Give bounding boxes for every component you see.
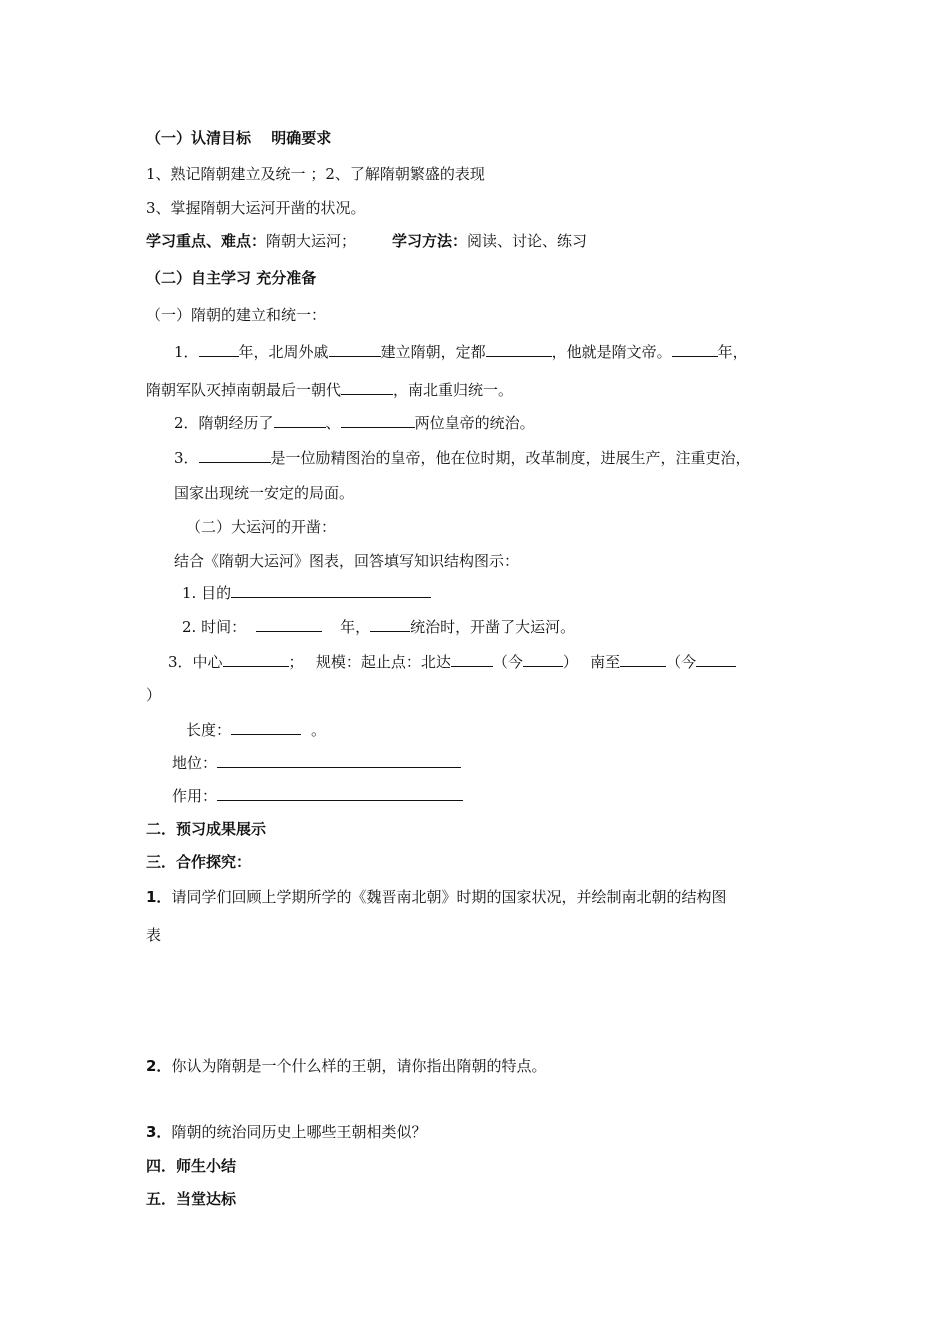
section-title-explore: 三．合作探究： — [146, 853, 252, 871]
question-text: 两位皇帝的统治。 — [414, 414, 535, 432]
blank-length[interactable] — [231, 720, 301, 735]
blank-north[interactable] — [451, 652, 493, 667]
blank-south[interactable] — [620, 652, 666, 667]
section-title-self-study: （二）自主学习 充分准备 — [146, 269, 317, 287]
canal-scale-close: ） — [146, 686, 162, 704]
blank-effect[interactable] — [217, 786, 463, 801]
blank-south-modern[interactable] — [696, 652, 736, 667]
question-number: 3． — [174, 449, 199, 467]
question-number: 2． — [146, 1057, 172, 1075]
section-title-preview: 二．预习成果展示 — [146, 820, 267, 838]
question-text: 。 — [311, 721, 327, 739]
question-text: ，他就是隋文帝。 — [551, 343, 672, 361]
question-3 — [174, 448, 751, 468]
blank-purpose[interactable] — [231, 583, 431, 598]
question-text: 长度： — [186, 721, 232, 739]
key-label: 学习重点、难点： — [146, 232, 267, 250]
canal-intro: 结合《隋朝大运河》图表，回答填写知识结构图示： — [174, 552, 520, 570]
canal-status — [172, 753, 461, 773]
explore-question-2 — [146, 1056, 546, 1076]
question-text: 1. 目的 — [182, 584, 232, 602]
blank-status[interactable] — [217, 753, 461, 768]
canal-length — [186, 720, 326, 740]
section-title-summary: 四．师生小结 — [146, 1157, 237, 1175]
subsection-canal: （二）大运河的开凿： — [186, 518, 337, 536]
goal-line-2: 3、掌握隋朝大运河开凿的状况。 — [146, 199, 366, 217]
blank-emperor-2[interactable] — [341, 413, 415, 428]
question-text: ，南北重归统一。 — [393, 381, 514, 399]
blank-canal-year[interactable] — [256, 617, 322, 632]
blank-dynasty[interactable] — [341, 380, 393, 395]
canal-effect — [172, 786, 463, 806]
blank-emperor-1[interactable] — [274, 413, 326, 428]
key-method-line — [146, 231, 587, 251]
blank-unify-year[interactable] — [672, 342, 718, 357]
question-text: （今 — [666, 653, 697, 671]
question-text: （今 — [492, 653, 523, 671]
question-text: 2．隋朝经历了 — [174, 414, 274, 432]
question-text: 统治时，开凿了大运河。 — [410, 618, 576, 636]
question-text: 2. 时间： — [182, 618, 247, 636]
blank-emperor[interactable] — [199, 448, 271, 463]
question-1 — [174, 342, 748, 362]
question-text: 作用： — [172, 787, 218, 805]
question-text: 地位： — [172, 754, 218, 772]
method-value: 阅读、讨论、练习 — [467, 232, 588, 250]
section-title-practice: 五．当堂达标 — [146, 1190, 237, 1208]
question-text: 隋朝的统治同历史上哪些王朝相类似？ — [171, 1123, 427, 1141]
blank-founder[interactable] — [329, 342, 381, 357]
explore-question-1-cont: 表 — [146, 926, 162, 944]
canal-time — [182, 617, 575, 637]
question-text: 隋朝军队灭掉南朝最后一朝代 — [146, 381, 342, 399]
explore-question-3 — [146, 1122, 426, 1142]
blank-north-modern[interactable] — [523, 652, 563, 667]
method-label: 学习方法： — [392, 232, 468, 250]
question-number: 1． — [174, 343, 199, 361]
blank-center[interactable] — [223, 652, 289, 667]
question-text: 你认为隋朝是一个什么样的王朝，请你指出隋朝的特点。 — [171, 1057, 547, 1075]
question-2 — [174, 413, 535, 433]
subsection-founding: （一）隋朝的建立和统一： — [146, 306, 327, 324]
question-text: 请同学们回顾上学期所学的《魏晋南北朝》时期的国家状况，并绘制南北朝的结构图 — [171, 888, 727, 906]
question-text: 年，北周外戚 — [238, 343, 329, 361]
goal-line-1: 1、熟记隋朝建立及统一 ；2、了解隋朝繁盛的表现 — [146, 165, 485, 183]
question-1-cont — [146, 380, 513, 400]
question-text: 年， — [717, 343, 748, 361]
canal-scale — [168, 652, 736, 672]
key-value: 隋朝大运河； — [266, 232, 357, 250]
question-text: ） 南至 — [562, 653, 621, 671]
question-text: 年， — [340, 618, 371, 636]
question-number: 3． — [146, 1123, 172, 1141]
blank-year[interactable] — [199, 342, 239, 357]
question-number: 1． — [146, 888, 172, 906]
question-3-cont: 国家出现统一安定的局面。 — [174, 484, 355, 502]
blank-ruler[interactable] — [370, 617, 410, 632]
blank-capital[interactable] — [486, 342, 552, 357]
question-text: 3．中心 — [168, 653, 223, 671]
separator: 、 — [325, 414, 341, 432]
question-text: 建立隋朝，定都 — [380, 343, 486, 361]
canal-purpose — [182, 583, 431, 603]
question-text: ； 规模：起止点：北达 — [288, 653, 451, 671]
explore-question-1 — [146, 887, 726, 907]
section-title-goals: （一）认清目标 明确要求 — [146, 129, 332, 147]
question-text: 是一位励精图治的皇帝，他在位时期，改革制度，进展生产，注重吏治， — [270, 449, 751, 467]
